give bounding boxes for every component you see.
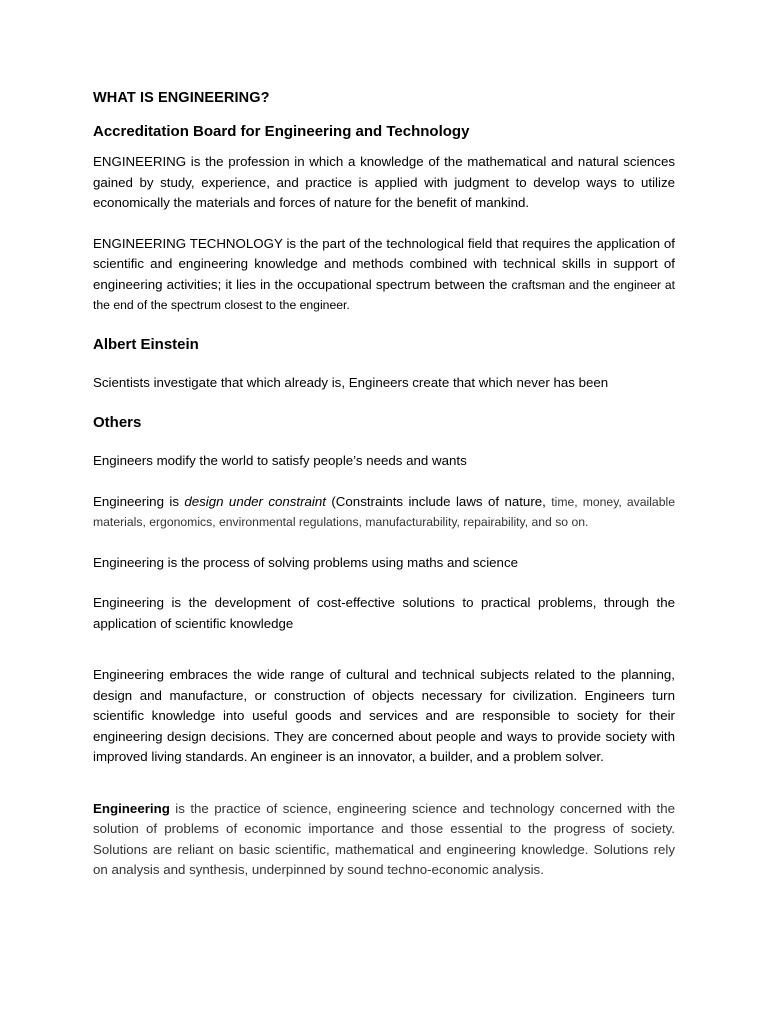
practice-of-science-rest: is the practice of science, engineering science and technology concerned with the solution of problems of economic importance and those essential to the progress of society. Solutions are reliant on basic scientific, mathematical and engineering knowledge. Solutions rely on analysis and synthesis, underpinned by sound techno-economic analysis. [93,800,675,877]
others-item-modify-world: Engineers modify the world to satisfy people’s needs and wants [93,453,467,468]
design-constraint-prefix: Engineering is [93,493,185,509]
design-constraint-mid: (Constraints include laws of nature, [325,493,552,509]
others-item-practice-of-science [93,799,675,881]
document-title: WHAT IS ENGINEERING? [93,90,270,106]
engineering-technology-tail: craftsman and the engineer at the end of the spectrum closest to the engineer. [93,277,675,312]
others-heading: Others [93,414,142,431]
others-item-cost-effective: Engineering is the development of cost-effective solutions to practical problems, through the application of scientific knowledge [93,595,675,631]
design-constraint-italic: design under constraint [184,493,326,509]
design-constraint-tail: time, money, available materials, ergonomics, environmental regulations, manufacturability, repairability, and so on. [93,494,675,529]
einstein-quote: Scientists investigate that which already is, Engineers create that which never has been [93,374,609,390]
others-item-design-constraint [93,492,675,533]
engineering-definition-paragraph: ENGINEERING is the profession in which a knowledge of the mathematical and natural sciences gained by study, experience, and practice is applied with judgment to develop ways to utilize economically the materials and forces of nature for the benefit of mankind. [93,154,675,210]
abet-heading: Accreditation Board for Engineering and Technology [93,123,470,140]
engineering-technology-text: ENGINEERING TECHNOLOGY is the part of the technological field that requires the application of scientific and engineering knowledge and methods combined with technical skills in support of engineering activities; it lies in the occupational spectrum between the [93,235,675,292]
others-item-wide-range: Engineering embraces the wide range of cultural and technical subjects related to the planning, design and manufacture, or construction of objects necessary for civilization. Engineers turn scientific knowledge into useful goods and services and are responsible to society for their engineering design decisions. They are concerned about people and ways to provide society with improved living standards. An engineer is an innovator, a builder, and a problem solver. [93,667,675,764]
document-body [93,90,675,881]
others-item-problem-solving: Engineering is the process of solving problems using maths and science [93,554,518,570]
practice-of-science-bold: Engineering [93,800,170,816]
engineering-technology-paragraph [93,234,675,316]
einstein-heading: Albert Einstein [93,335,199,353]
